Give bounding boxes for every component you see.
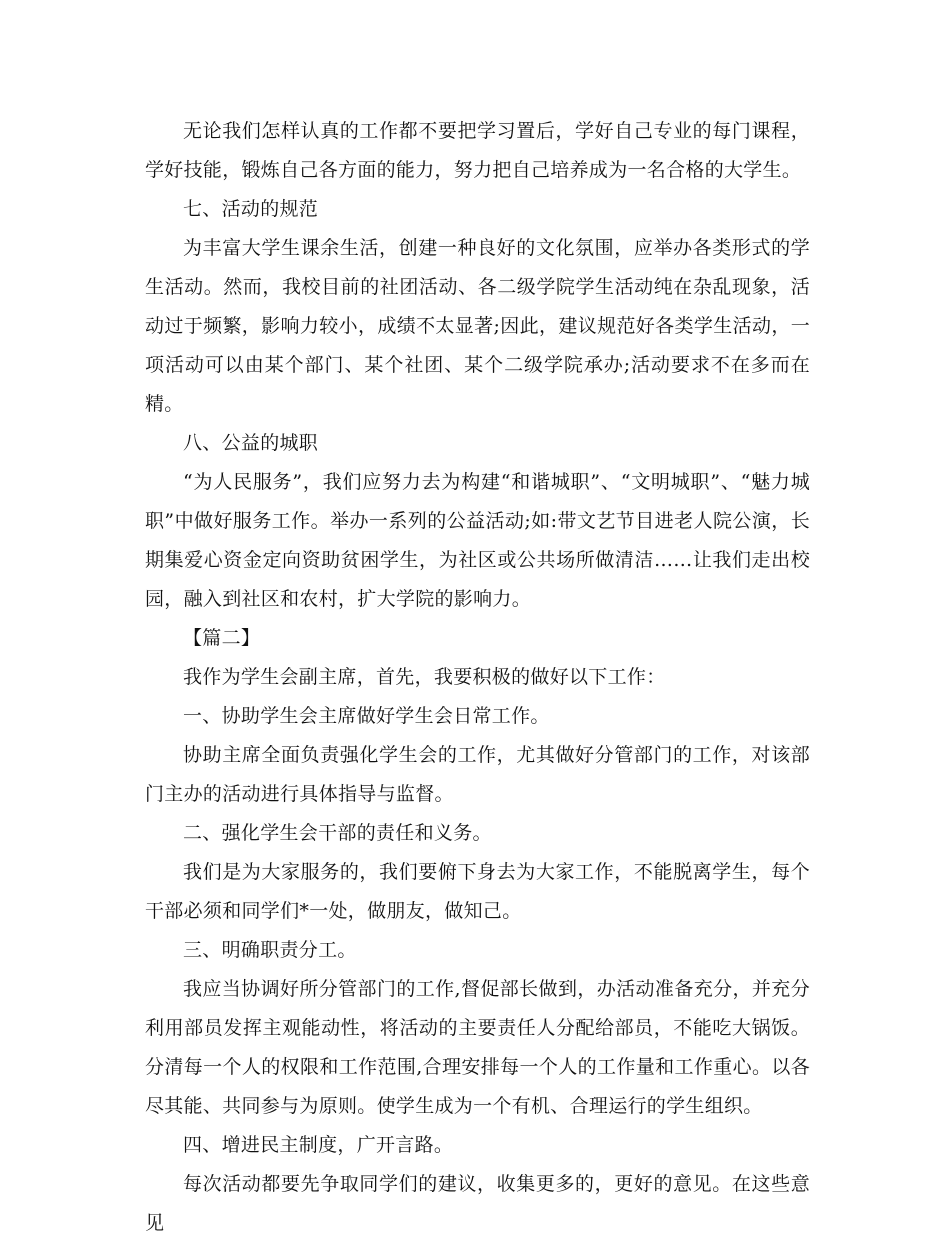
paragraph-vice-chair-intro: 我作为学生会副主席，首先，我要积极的做好以下工作：	[183, 666, 666, 688]
paragraph-democracy: 每次活动都要先争取同学们的建议，收集更多的，更好的意见。在这些意见	[145, 1173, 810, 1234]
paragraph-assist-chair: 协助主席全面负责强化学生会的工作，尤其做好分管部门的工作，对该部门主办的活动进行具体指导与监督。	[145, 744, 810, 805]
paragraph-division-of-duties: 我应当协调好所分管部门的工作,督促部长做到，办活动准备充分，并充分利用部员发挥主观能动性，将活动的主要责任人分配给部员，不能吃大锅饭。分清每一个人的权限和工作范围,合理安排每一个人的工作量和工作重心。以各尽其能、共同参与为原则。使学生成为一个有机、合理运行的学生组织。	[145, 978, 810, 1117]
heading-assist-chair: 一、协助学生会主席做好学生会日常工作。	[183, 705, 550, 727]
document-body	[145, 112, 810, 1243]
paragraph-responsibility: 我们是为大家服务的，我们要俯下身去为大家工作，不能脱离学生，每个干部必须和同学们*一处，做朋友，做知己。	[145, 861, 810, 922]
paragraph-study: 无论我们怎样认真的工作都不要把学习置后，学好自己专业的每门课程，学好技能，锻炼自己各方面的能力，努力把自己培养成为一名合格的大学生。	[145, 120, 810, 181]
heading-responsibility: 二、强化学生会干部的责任和义务。	[183, 822, 492, 844]
heading-division-of-duties: 三、明确职责分工。	[183, 939, 357, 961]
section-title-part-two: 【篇二】	[183, 627, 261, 649]
paragraph-public-welfare: “为人民服务”，我们应努力去为构建“和谐城职”、“文明城职”、“魅力城职”中做好服务工作。举办一系列的公益活动;如:带文艺节目进老人院公演，长期集爱心资金定向资助贫困学生，为社区或公共场所做清洁……让我们走出校园，融入到社区和农村，扩大学院的影响力。	[145, 471, 810, 610]
heading-democracy: 四、增进民主制度，广开言路。	[183, 1134, 454, 1156]
heading-public-welfare: 八、公益的城职	[183, 432, 319, 454]
paragraph-activity-norms: 为丰富大学生课余生活，创建一种良好的文化氛围，应举办各类形式的学生活动。然而，我校目前的社团活动、各二级学院学生活动纯在杂乱现象，活动过于频繁，影响力较小，成绩不太显著;因此，建议规范好各类学生活动，一项活动可以由某个部门、某个社团、某个二级学院承办;活动要求不在多而在精。	[145, 237, 810, 415]
heading-activity-norms: 七、活动的规范	[183, 198, 319, 220]
